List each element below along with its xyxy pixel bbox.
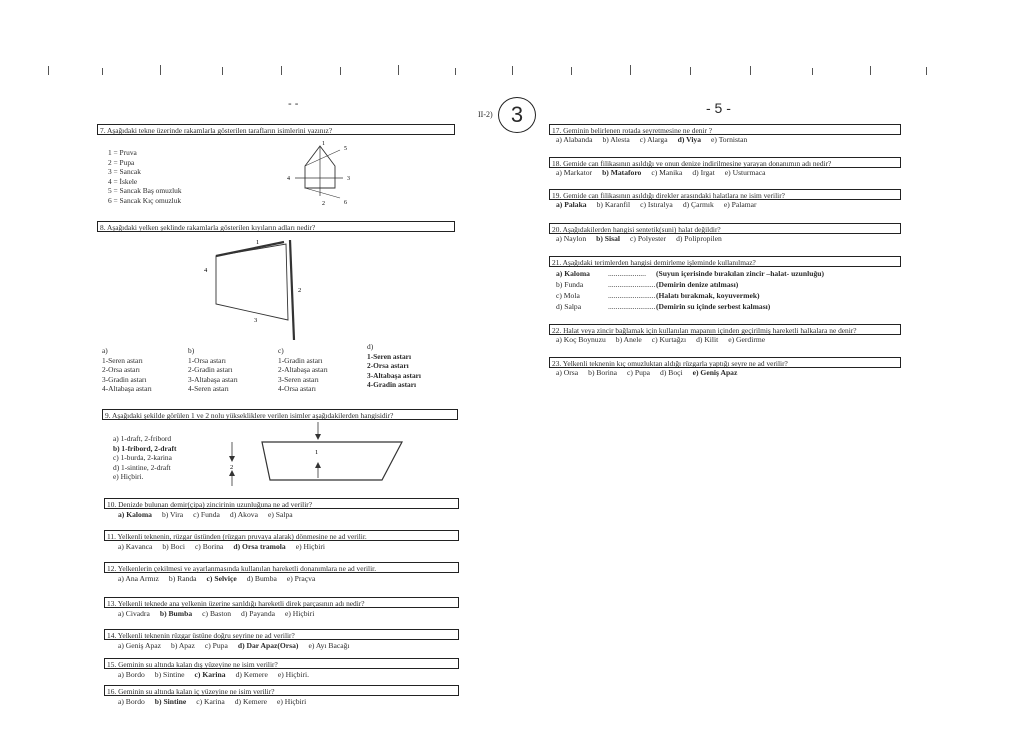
answer: c) Polyester — [630, 234, 667, 243]
answer: e) Hiçbiri — [276, 697, 307, 706]
answer: b) Anele — [615, 335, 642, 344]
option-item: 3-Altabaşa astarı — [188, 374, 238, 384]
answer: c) Borina — [194, 542, 224, 551]
answer: a) Alabanda — [556, 135, 593, 144]
answer: c) Istıralya — [640, 200, 673, 209]
answer: b) Sisal — [596, 234, 621, 243]
q19-answers — [556, 200, 767, 210]
option-item: 4-Orsa astarı — [278, 384, 316, 394]
answer: c) Karina — [194, 670, 226, 679]
q21-term: a) Kaloma — [556, 269, 590, 278]
answer: e) Gerdirme — [728, 335, 766, 344]
boat-label-5: 5 — [344, 146, 347, 152]
q8-option-b — [188, 346, 238, 394]
sail-label-1: 1 — [256, 239, 260, 246]
option-item: 1-Seren astarı — [102, 355, 143, 365]
right-page-number: - 5 - — [706, 100, 731, 116]
answer: a) Palaka — [556, 200, 587, 209]
q9-option: d) 1-sintine, 2-draft — [113, 462, 171, 472]
q9-option: c) 1-burda, 2-karina — [113, 453, 172, 463]
q23-answers — [556, 368, 747, 378]
sail-label-3: 3 — [254, 317, 258, 324]
answer: b) Karanfil — [596, 200, 631, 209]
answer: e) Praçva — [286, 574, 316, 583]
q9-option: b) 1-fribord, 2-draft — [113, 443, 177, 453]
q21-row — [556, 290, 824, 301]
option-item: 4-Altabaşa astarı — [102, 384, 152, 394]
answer: b) Randa — [168, 574, 197, 583]
q21-desc: (Suyun içerisinde bırakılan zincir –halat- uzunluğu) — [656, 269, 825, 278]
answer: e) Palamar — [723, 200, 757, 209]
answer: e) Hiçbiri — [295, 542, 326, 551]
q7-legend — [108, 148, 182, 206]
question-8: 8. Aşağıdaki yelken şeklinde rakamlarla gösterilen kıyıların adları nedir? — [97, 221, 455, 232]
boat-label-4: 4 — [287, 176, 290, 182]
q20-answers — [556, 234, 732, 244]
answer: d) Irgat — [692, 168, 715, 177]
answer: b) Mataforo — [602, 168, 642, 177]
option-item: 1-Gradin astarı — [278, 355, 323, 365]
q7-legend-item: 3 = Sancak — [108, 167, 141, 177]
answer: d) Kemere — [234, 697, 267, 706]
q13-answers — [118, 609, 324, 619]
question-18: 18. Gemide can filikasının asıldığı ve onun denize indirilmesine yarayan donanımın adı nedir? — [549, 157, 901, 168]
q21-dots: ......................... — [608, 302, 656, 311]
answer: e) Hiçbiri — [285, 609, 315, 618]
answer: e) Usturmaca — [724, 168, 766, 177]
question-10: 10. Denizde bulunan demir(çipa) zincirinin uzunluğuna ne ad verilir? — [104, 498, 459, 509]
q21-dots: ......................... — [608, 280, 656, 289]
question-11: 11. Yelkenli teknenin, rüzgar üstünden (rüzgarı pruvaya alarak) dönmesine ne ad verilir. — [104, 530, 459, 541]
boat-sides-diagram — [285, 138, 360, 210]
answer: a) Koç Boynuzu — [556, 335, 606, 344]
answer: b) Boci — [162, 542, 185, 551]
answer: e) Salpa — [267, 510, 293, 519]
answer: e) Tornistan — [711, 135, 748, 144]
answer: c) Selviçe — [206, 574, 237, 583]
answer: a) Civadra — [118, 609, 150, 618]
q21-dots: .................... — [608, 269, 646, 278]
q9-option: e) Hiçbiri. — [113, 472, 144, 482]
q21-row — [556, 268, 824, 279]
circled-number — [498, 97, 536, 133]
q21-desc: (Halatı bırakmak, koyuvermek) — [656, 291, 760, 300]
answer: a) Geniş Apaz — [118, 641, 162, 650]
q17-answers — [556, 135, 757, 145]
option-item: 4-Gradin astarı — [367, 380, 417, 390]
q10-answers — [118, 510, 303, 520]
question-13: 13. Yelkenli teknede ana yelkenin üzerine sarıldığı hareketli direk parçasının adı nedir? — [104, 597, 459, 608]
boat-label-6: 6 — [344, 200, 347, 206]
q14-answers — [118, 641, 360, 651]
q8-option-c — [278, 346, 328, 394]
question-21: 21. Aşağıdaki terimlerden hangisi demirleme işleminde kullanılmaz? — [549, 256, 901, 267]
option-item: 3-Altabaşa astarı — [367, 370, 421, 380]
answer: e) Geniş Apaz — [692, 368, 738, 377]
question-23: 23. Yelkenli teknenin kıç omuzluktan aldığı rüzgarla yaptığı seyre ne ad verilir? — [549, 357, 901, 368]
q15-answers — [118, 670, 319, 680]
q7-legend-item: 5 = Sancak Baş omuzluk — [108, 186, 182, 196]
answer: d) Kemere — [235, 670, 268, 679]
question-9: 9. Aşağıdaki şekilde görülen 1 ve 2 nolu yüksekliklere verilen isimler aşağıdakilerden hangisidir? — [102, 409, 458, 420]
q7-legend-item: 4 = İskele — [108, 176, 138, 186]
page-code: II-2) — [478, 110, 493, 119]
answer: a) Kavanca — [118, 542, 153, 551]
q21-rows — [556, 268, 824, 312]
q16-answers — [118, 697, 316, 707]
answer: a) Kaloma — [118, 510, 152, 519]
q21-desc: (Demirin denize atılması) — [656, 280, 739, 289]
question-12: 12. Yelkenlerin çekilmesi ve ayarlanmasında kullanılan hareketli donanımlara ne ad verilir. — [104, 562, 459, 573]
answer: b) Bumba — [159, 609, 193, 618]
q9-options — [113, 434, 176, 482]
answer: b) Alesta — [602, 135, 630, 144]
question-14: 14. Yelkenli teknenin rüzgar üstüne doğru seyrine ne ad verilir? — [104, 629, 459, 640]
boat-label-3: 3 — [347, 176, 350, 182]
answer: c) Manika — [651, 168, 683, 177]
answer: e) Hiçbiri. — [277, 670, 310, 679]
question-19: 19. Gemide can filikasının asıldığı direkler arasındaki halatlara ne isim verilir? — [549, 189, 901, 200]
boat-label-1: 1 — [322, 141, 325, 147]
q18-answers — [556, 168, 775, 178]
option-item: 1-Seren astarı — [367, 351, 411, 361]
answer: c) Alarga — [639, 135, 668, 144]
answer: c) Pupa — [204, 641, 228, 650]
answer: d) Akova — [229, 510, 258, 519]
option-letter: d) — [367, 342, 374, 351]
answer: a) Bordo — [118, 697, 145, 706]
q21-term: d) Salpa — [556, 302, 582, 311]
answer: d) Orsa tramola — [233, 542, 286, 551]
question-22: 22. Halat veya zincir bağlamak için kullanılan mapanın içinden geçirilmiş hareketli halkalara ne denir? — [549, 324, 901, 335]
hull-label-2: 2 — [230, 464, 234, 471]
answer: a) Bordo — [118, 670, 145, 679]
option-letter: b) — [188, 346, 195, 355]
option-item: 2-Gradin astarı — [188, 365, 233, 375]
hull-heights-diagram — [222, 420, 442, 490]
answer: d) Viya — [677, 135, 702, 144]
answer: e) Ayı Bacağı — [308, 641, 350, 650]
q8-option-d — [367, 342, 421, 390]
option-letter: a) — [102, 346, 108, 355]
answer: c) Karina — [196, 697, 225, 706]
question-15: 15. Geminin su altında kalan dış yüzeyine ne isim verilir? — [104, 658, 459, 669]
q7-legend-item: 2 = Pupa — [108, 157, 135, 167]
q9-option: a) 1-draft, 2-fribord — [113, 434, 172, 443]
q21-row — [556, 301, 824, 312]
answer: b) Vira — [161, 510, 184, 519]
q7-legend-item: 6 = Sancak Kıç omuzluk — [108, 195, 182, 205]
question-16: 16. Geminin su altında kalan iç yüzeyine ne isim verilir? — [104, 685, 459, 696]
answer: a) Orsa — [556, 368, 579, 377]
question-7: 7. Aşağıdaki tekne üzerinde rakamlarla gösterilen tarafların isimlerini yazınız? — [97, 124, 455, 135]
q11-answers — [118, 542, 335, 552]
answer: a) Ana Armız — [118, 574, 159, 583]
left-page-mark: - - — [288, 98, 299, 110]
answer: c) Kurtağzı — [651, 335, 687, 344]
q21-row — [556, 279, 824, 290]
answer: d) Polipropilen — [676, 234, 722, 243]
boat-label-2: 2 — [322, 201, 325, 207]
answer: b) Borina — [588, 368, 618, 377]
q7-legend-item: 1 = Pruva — [108, 148, 137, 157]
question-20: 20. Aşağıdakilerden hangisi sentetik(suni) halat değildir? — [549, 223, 901, 234]
option-item: 3-Gradin astarı — [102, 374, 147, 384]
q21-term: b) Funda — [556, 280, 584, 289]
answer: d) Çarmık — [682, 200, 714, 209]
sail-label-4: 4 — [204, 267, 208, 274]
option-item: 4-Seren astarı — [188, 384, 229, 394]
option-item: 1-Orsa astarı — [188, 355, 226, 365]
option-item: 2-Orsa astarı — [102, 365, 140, 375]
answer: c) Funda — [193, 510, 220, 519]
answer: d) Boçi — [660, 368, 683, 377]
circled-number-text: 3 — [510, 102, 524, 127]
option-item: 2-Orsa astarı — [367, 361, 409, 371]
q12-answers — [118, 574, 325, 584]
q8-option-a — [102, 346, 152, 394]
answer: d) Kilit — [696, 335, 719, 344]
sail-label-2: 2 — [298, 287, 302, 294]
option-letter: c) — [278, 346, 284, 355]
answer: b) Sintine — [154, 670, 185, 679]
answer: c) Baston — [202, 609, 232, 618]
answer: d) Payanda — [241, 609, 275, 618]
q22-answers — [556, 335, 775, 345]
option-item: 2-Altabaşa astarı — [278, 365, 328, 375]
answer: a) Naylon — [556, 234, 587, 243]
option-item: 3-Seren astarı — [278, 374, 319, 384]
q21-dots: ......................... — [608, 291, 656, 300]
answer: b) Sintine — [154, 697, 187, 706]
hull-label-1: 1 — [315, 449, 319, 456]
answer: b) Apaz — [171, 641, 195, 650]
answer: d) Dar Apaz(Orsa) — [237, 641, 299, 650]
sail-edges-diagram — [198, 236, 318, 346]
q21-desc: (Demirin su içinde serbest kalması) — [656, 302, 771, 311]
answer: a) Markator — [556, 168, 593, 177]
q21-term: c) Mola — [556, 291, 580, 300]
answer: c) Pupa — [627, 368, 651, 377]
question-17: 17. Geminin belirlenen rotada seyretmesine ne denir ? — [549, 124, 901, 135]
answer: d) Bumba — [246, 574, 277, 583]
